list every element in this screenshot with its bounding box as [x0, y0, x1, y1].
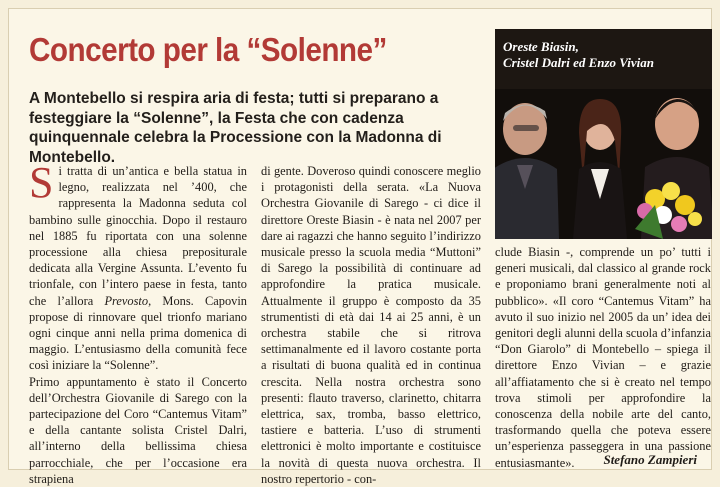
paragraph-1-italic: Prevosto	[104, 293, 149, 308]
article-page	[8, 8, 712, 486]
photo-caption: Oreste Biasin, Cristel Dalri ed Enzo Vivian	[503, 39, 654, 70]
paragraph-1	[29, 158, 247, 374]
paragraph-4: clude Biasin -, comprende un po’ tutti i generi musicali, dal classico al grande rock e proponiamo brani generalmente noti al pubblico». «Il coro “Cantemus Vitam” ha avuto il suo inizio nel 2005 da un’ idea dei genitori degli alunni della scuola d’infanzia “Don Giarolo” di Montebello – spiega il direttore Enzo Vivian – e grazie all’affiatamento che si è creato nel tempo trova stimoli per approfondire la conoscenza della nobile arte del canto, trasformando quella che poteva essere un’esperienza passeggera in una passione entusiasmante».	[495, 245, 711, 470]
article-column-2	[261, 163, 481, 487]
paragraph-1-text-a: i tratta di un’antica e bella statua in legno, realizzata nel ’400, che rappresenta la Madonna seduta col bambino sulle ginocchia. Dopo il restauro nel 1885 fu riportata con una solenne processione alla chiesa prepositurale dedicata alla Vergine Assunta. L’evento fu trionfale, con l’intero paese in festa, tanto che l’allora	[29, 164, 247, 308]
paragraph-1-text-b: , Mons. Capovin propose di rinnovare quel trionfo mariano ogni cinque anni nella prima domenica di maggio. L’entusiasmo della comunità fece così iniziare la “Solenne”.	[29, 293, 247, 373]
article-column-3	[495, 244, 711, 471]
article-column-1	[29, 158, 247, 487]
article-intro: A Montebello si respira aria di festa; tutti si preparano a festeggiare la “Solenne”, la Festa che con cadenza quinquennale celebra la Processione con la Madonna di Montebello.	[29, 90, 442, 166]
paragraph-2: Primo appuntamento è stato il Concerto dell’Orchestra Giovanile di Sarego con la partecipazione del Coro “Cantemus Vitam” e della cantante solista Cristel Dalri, all’interno della bellissima chiesa parrocchiale, che per l’occasione era strapiena	[29, 374, 247, 486]
paragraph-3: di gente. Doveroso quindi conoscere meglio i protagonisti della serata. «La Nuova Orchestra Giovanile di Sarego - ci dice il direttore Oreste Biasin - è nata nel 2007 per dare ai ragazzi che hanno seguito l’indirizzo musicale presso la scuola media “Muttoni” di Sarego la possibilità di continuare ad approfondire la pratica musicale. Attualmente il gruppo è composto da 35 strumentisti di età dai 14 ai 25 anni, è un orchestra stabile che si ritrova settimanalmente ed il lavoro costante porta a risultati di buona qualità ed in continua crescita. Nella nostra orchestra sono presenti: flauto traverso, clarinetto, chitarra elettrica, sax, tromba, basso elettrico, tastiere e batteria. L’uso di strumenti elettronici è molto importante e costituisce la novità di questa nuova orchestra. Il nostro repertorio - con-	[261, 164, 481, 486]
article-title: Concerto per la “Solenne”	[29, 31, 387, 68]
article-author: Stefano Zampieri	[603, 452, 697, 467]
drop-cap: S	[29, 158, 54, 207]
article-photo	[495, 29, 712, 239]
